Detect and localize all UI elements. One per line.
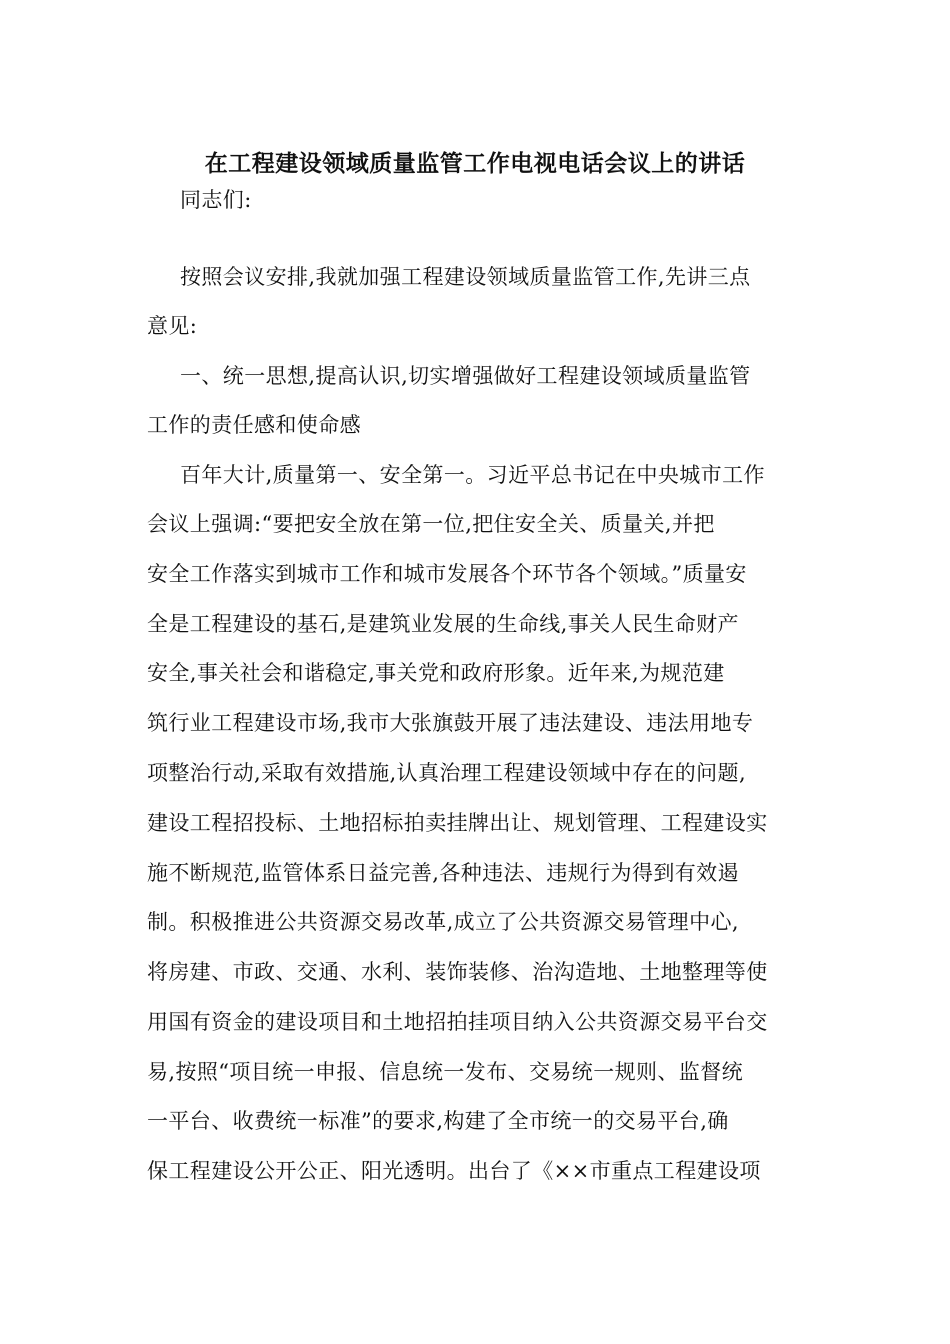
paragraph-line: 安全,事关社会和谐稳定,事关党和政府形象。近年来,为规范建	[147, 661, 725, 685]
paragraph-line: 制。积极推进公共资源交易改革,成立了公共资源交易管理中心,	[147, 910, 739, 934]
paragraph-line: 一平台、收费统一标准”的要求,构建了全市统一的交易平台,确	[147, 1109, 729, 1133]
paragraph-line: 保工程建设公开公正、阳光透明。出台了《××市重点工程建设项	[147, 1159, 761, 1183]
paragraph-line: 意见:	[147, 314, 198, 338]
paragraph-line: 全是工程建设的基石,是建筑业发展的生命线,事关人民生命财产	[147, 612, 739, 636]
paragraph-line: 安全工作落实到城市工作和城市发展各个环节各个领域。”质量安	[147, 562, 747, 586]
paragraph-line: 筑行业工程建设市场,我市大张旗鼓开展了违法建设、违法用地专	[147, 711, 754, 735]
section-heading-line: 一、统一思想,提高认识,切实增强做好工程建设领域质量监管	[180, 364, 751, 388]
paragraph-line: 会议上强调:“要把安全放在第一位,把住安全关、质量关,并把	[147, 512, 715, 536]
paragraph-line: 建设工程招投标、土地招标拍卖挂牌出让、规划管理、工程建设实	[147, 811, 768, 835]
salutation: 同志们:	[180, 188, 252, 212]
paragraph-line: 项整治行动,采取有效措施,认真治理工程建设领域中存在的问题,	[147, 761, 747, 785]
document-title: 在工程建设领域质量监管工作电视电话会议上的讲话	[204, 150, 746, 177]
paragraph-line: 按照会议安排,我就加强工程建设领域质量监管工作,先讲三点	[180, 265, 751, 289]
section-heading-line: 工作的责任感和使命感	[147, 413, 361, 437]
paragraph-line: 百年大计,质量第一、安全第一。习近平总书记在中央城市工作	[180, 463, 765, 487]
paragraph-line: 施不断规范,监管体系日益完善,各种违法、违规行为得到有效遏	[147, 861, 739, 885]
paragraph-line: 用国有资金的建设项目和土地招拍挂项目纳入公共资源交易平台交	[147, 1010, 768, 1034]
paragraph-line: 将房建、市政、交通、水利、装饰装修、治沟造地、土地整理等使	[147, 960, 768, 984]
paragraph-line: 易,按照“项目统一申报、信息统一发布、交易统一规则、监督统	[147, 1060, 744, 1084]
